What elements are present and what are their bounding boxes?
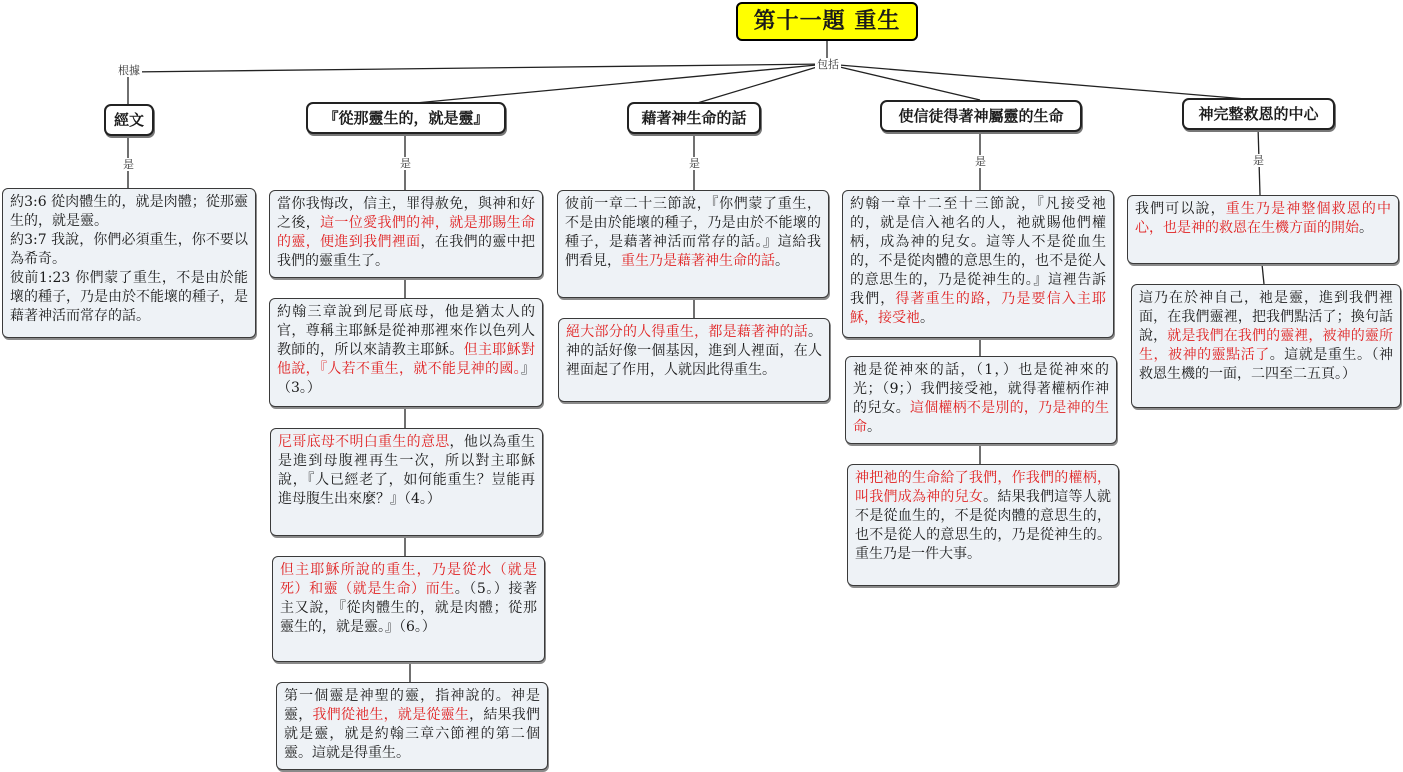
- text-segment: 尼哥底母不明白重生的意思: [278, 434, 450, 450]
- text-segment: 重生乃是神整個救恩的中心，也是神的救恩在生機方面的開始: [1135, 201, 1391, 236]
- text-segment: 約翰一章十二至十三節說，『凡接受祂的，就是信入祂名的人，祂就賜他們權柄，成為神的兒女。這等人不是從血生的，不是從肉體的意思生的，也不是從人的意思生的，乃是從神生的。』這裡告訴我們，: [850, 196, 1106, 307]
- scripture-box: [2, 188, 256, 338]
- text-segment: 。結果我們這等人就不是從血生的，不是從肉體的意思生的，也不是從人的意思生的，乃是從神生的。重生乃是一件大事。: [855, 489, 1112, 562]
- label-is-spirit: 是: [400, 157, 411, 170]
- text-segment: 但主耶穌對他說，『人若不重生，就不能見神的國。: [277, 342, 536, 377]
- text-segment: 這乃在於神自己，祂是靈，進到我們裡面，在我們靈裡，把我們點活了；換句話說，: [1139, 290, 1393, 344]
- root-title[interactable]: 第十一題 重生: [736, 2, 918, 41]
- text-segment: 。: [867, 419, 881, 435]
- life-note-2: [845, 356, 1117, 444]
- spirit-note-5: [276, 682, 548, 770]
- text-segment: 我們可以說，: [1135, 201, 1226, 217]
- life-note-3: [847, 464, 1119, 586]
- label-is-word: 是: [689, 157, 700, 170]
- topic-born-of-spirit[interactable]: 『從那靈生的，就是靈』: [306, 102, 506, 134]
- text-segment: 。這就是重生。（神救恩生機的一面，二四至二五頁。）: [1139, 347, 1394, 382]
- topic-center-of-salvation[interactable]: 神完整救恩的中心: [1182, 98, 1335, 130]
- spirit-note-4: [272, 556, 545, 662]
- text-segment: 』（3。）: [277, 361, 535, 396]
- text-segment: 。（5。）接著主又說，『從肉體生的，就是肉體；從那靈生的，就是靈。』（6。）: [280, 581, 537, 635]
- word-note-2: [558, 318, 830, 402]
- spirit-note-1: [269, 190, 543, 278]
- label-is-scripture: 是: [123, 158, 134, 171]
- text-segment: 重生乃是藉著神生命的話: [621, 253, 775, 269]
- text-segment: 祂是從神來的話，（1，）也是從神來的光；（9；）我們接受祂，就得著權柄作神的兒女。: [853, 362, 1109, 416]
- life-note-1: [842, 190, 1114, 338]
- text-segment: 這一位愛我們的神，就是那賜生命的靈，便進到我們裡面: [277, 215, 536, 250]
- text-segment: 得著重生的路，乃是要信入主耶穌，接受祂: [850, 291, 1106, 326]
- text-segment: ，他以為重生是進到母腹裡再生一次，所以對主耶穌說，『人已經老了，如何能重生？豈能再進母腹生出來麼？』（4。）: [278, 434, 536, 507]
- text-segment: 。神的話好像一個基因，進到人裡面，在人裡面起了作用，人就因此得重生。: [566, 324, 822, 378]
- label-basis: 根據: [118, 64, 140, 77]
- text-segment: 。: [775, 253, 789, 269]
- text-segment: 約翰三章說到尼哥底母，他是猶太人的官，尊稱主耶穌是從神那裡來作以色列人教師的，所以來請教主耶穌。: [277, 304, 535, 358]
- text-segment: 。: [1359, 220, 1373, 236]
- label-includes: 包括: [817, 58, 839, 71]
- spirit-note-2: [269, 298, 543, 407]
- text-segment: ，結果我們就是靈，就是約翰三章六節裡的第二個靈。這就是得重生。: [284, 707, 541, 761]
- text-segment: 這個權柄不是別的，乃是神的生命: [853, 400, 1110, 435]
- text-segment: ，在我們的靈中把我們的靈重生了。: [277, 234, 536, 269]
- word-note-1: [557, 190, 829, 298]
- center-note-2: [1131, 284, 1401, 408]
- topic-scripture[interactable]: 經文: [104, 104, 154, 136]
- text-segment: 就是我們在我們的靈裡，被神的靈所生，被神的靈點活了: [1139, 328, 1394, 363]
- text-segment: 但主耶穌所說的重生，乃是從水（就是死）和靈（就是生命）而生: [280, 562, 537, 597]
- text-segment: 絕大部分的人得重生，都是藉著神的話: [566, 324, 808, 340]
- text-segment: 彼前一章二十三節說，『你們蒙了重生，不是由於能壞的種子，乃是由於不能壞的種子，是藉著神活而常存的話。』這給我們看見，: [565, 196, 821, 269]
- spirit-note-3: [270, 428, 543, 536]
- topic-word-of-god[interactable]: 藉著神生命的話: [627, 102, 761, 134]
- label-is-life: 是: [975, 155, 986, 168]
- text-segment: 第一個靈是神聖的靈，指神說的。神是靈，: [284, 688, 540, 723]
- text-segment: 。: [920, 310, 934, 326]
- topic-life-of-god[interactable]: 使信徒得著神屬靈的生命: [880, 100, 1082, 132]
- text-segment: 神把祂的生命給了我們，作我們的權柄，叫我們成為神的兒女: [855, 470, 1111, 505]
- center-note-1: [1127, 195, 1399, 264]
- label-is-center: 是: [1253, 154, 1264, 167]
- text-segment: 當你我悔改，信主，罪得赦免，與神和好之後，: [277, 196, 535, 231]
- text-segment: 我們從祂生，就是從靈生: [312, 707, 470, 723]
- text-segment: 約3:6 從肉體生的，就是肉體；從那靈生的，就是靈。 約3:7 我說，你們必須重生，你不要以為希奇。 彼前1:23 你們蒙了重生，不是由於能壞的種子，乃是由於不能壞的種子，是藉著神活而常存的話。: [10, 194, 248, 324]
